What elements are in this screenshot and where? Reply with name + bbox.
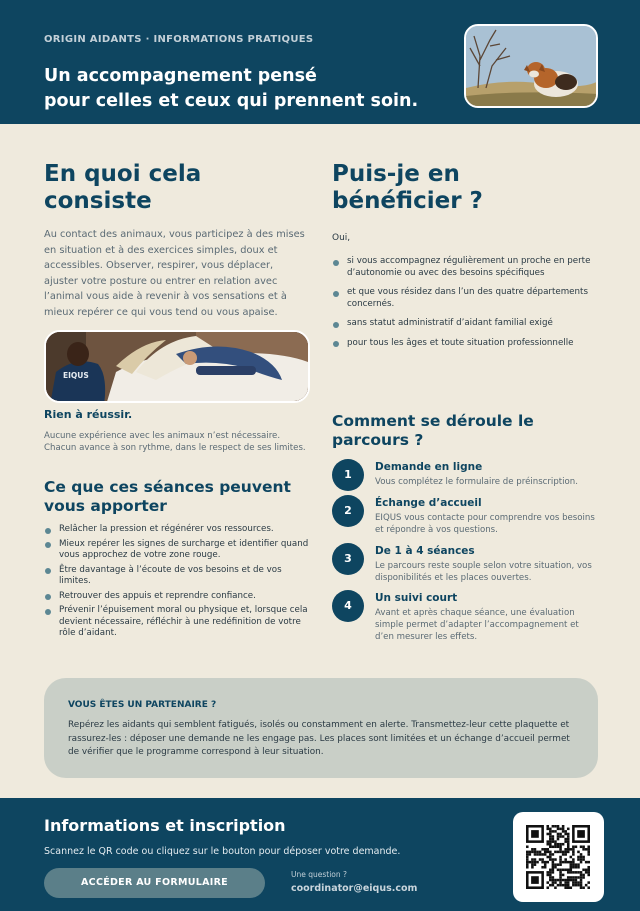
- horse-photo-illustration: [46, 332, 310, 403]
- section-heading-process: [332, 412, 592, 450]
- partner-text: Repérez les aidants qui semblent fatigués, isolés ou constamment en alerte. Transmettez-leur cette plaquette et rassurez-les : déposer une demande ne les engage pas. Les places sont limitées et un échange d’accueil permet de vérifier que le programme correspond à leur situation.: [68, 720, 570, 757]
- condition-item: si vous accompagnez régulièrement un proche en perte d’autonomie ou avec des besoins spécifiques: [332, 256, 594, 279]
- eligibility-intro: Oui,: [332, 233, 351, 243]
- step-description: Vous complétez le formulaire de préinscription.: [375, 477, 578, 487]
- step-title: De 1 à 4 séances: [375, 545, 475, 557]
- contact-email-link[interactable]: coordinator@eiqus.com: [291, 883, 418, 894]
- eligibility-list: [332, 256, 594, 349]
- form-access-button[interactable]: ACCÉDER AU FORMULAIRE: [44, 868, 265, 898]
- dog-photo-illustration: [466, 26, 598, 108]
- step-title: Échange d’accueil: [375, 497, 482, 509]
- heading-benefits-line-1: Ce que ces séances peuvent: [44, 478, 291, 496]
- step-number-badge: 2: [332, 495, 364, 527]
- heading-process-line-2: parcours ?: [332, 431, 424, 449]
- condition-item: sans statut administratif d’aidant familial exigé: [332, 318, 594, 330]
- footer-banner: [0, 798, 640, 911]
- step-number-badge: 3: [332, 543, 364, 575]
- heading-what-line-1: En quoi cela: [44, 161, 202, 187]
- section-heading-what: [44, 161, 294, 215]
- heading-eligibility-line-1: Puis-je en: [332, 161, 460, 187]
- nothing-to-achieve-text: Aucune expérience avec les animaux n’est nécessaire. Chacun avance à son rythme, dans le respect de ses limites.: [44, 431, 306, 453]
- heading-eligibility-line-2: bénéficier ?: [332, 188, 483, 214]
- header-banner: [0, 0, 640, 124]
- intro-paragraph: Au contact des animaux, vous participez à des mises en situation et à des exercices simples, doux et accessibles. Observer, respirer, vous déplacer, ajuster votre posture ou entrer en relation avec l’animal vous aide à revenir à vos sensations et à mieux repérer ce qui vous tend ou vous apaise.: [44, 229, 305, 318]
- section-heading-benefits: [44, 478, 324, 516]
- step-description: EIQUS vous contacte pour comprendre vos besoins et répondre à vos questions.: [375, 513, 595, 535]
- headline-line-2: pour celles et ceux qui prennent soin.: [44, 91, 419, 111]
- step-title: Un suivi court: [375, 592, 458, 604]
- step-title: Demande en ligne: [375, 461, 483, 473]
- partner-title: VOUS ÊTES UN PARTENAIRE ?: [68, 700, 217, 710]
- benefit-item: Être davantage à l’écoute de vos besoins et de vos limites.: [44, 565, 314, 588]
- step-description: Avant et après chaque séance, une évaluation simple permet d’adapter l’accompagnement et d’en mesurer les effets.: [375, 608, 579, 642]
- jacket-logo-text: EIQUS: [63, 371, 89, 380]
- step-number-badge: 1: [332, 459, 364, 491]
- page-title: [44, 64, 464, 114]
- footer-subtitle: Scannez le QR code ou cliquez sur le bouton pour déposer votre demande.: [44, 846, 401, 857]
- dog-photo: [464, 24, 598, 108]
- heading-benefits-line-2: vous apporter: [44, 497, 167, 515]
- eyebrow-label: ORIGIN AIDANTS · INFORMATIONS PRATIQUES: [44, 34, 314, 45]
- condition-item: et que vous résidez dans l’un des quatre départements concernés.: [332, 287, 594, 310]
- horse-photo: [44, 330, 310, 403]
- step-number-badge: 4: [332, 590, 364, 622]
- benefit-item: Relâcher la pression et régénérer vos ressources.: [44, 524, 314, 536]
- qr-code-icon: [526, 825, 590, 889]
- heading-process-line-1: Comment se déroule le: [332, 412, 534, 430]
- nothing-to-achieve-title: Rien à réussir.: [44, 408, 133, 421]
- benefit-item: Prévenir l’épuisement moral ou physique et, lorsque cela devient nécessaire, réfléchir à une redéfinition de votre rôle d’aidant.: [44, 605, 314, 640]
- section-heading-eligibility: [332, 161, 592, 215]
- benefit-item: Retrouver des appuis et reprendre confiance.: [44, 591, 314, 603]
- headline-line-1: Un accompagnement pensé: [44, 66, 317, 86]
- partner-callout: [44, 678, 598, 778]
- condition-item: pour tous les âges et toute situation professionnelle: [332, 338, 594, 350]
- question-label: Une question ?: [291, 870, 348, 879]
- qr-code-card[interactable]: [513, 812, 604, 902]
- benefits-list: [44, 524, 314, 640]
- step-description: Le parcours reste souple selon votre situation, vos disponibilités et les places ouvertes.: [375, 561, 592, 583]
- heading-what-line-2: consiste: [44, 188, 152, 214]
- benefit-item: Mieux repérer les signes de surcharge et identifier quand vous approchez de votre zone rouge.: [44, 539, 314, 562]
- footer-title: Informations et inscription: [44, 816, 286, 835]
